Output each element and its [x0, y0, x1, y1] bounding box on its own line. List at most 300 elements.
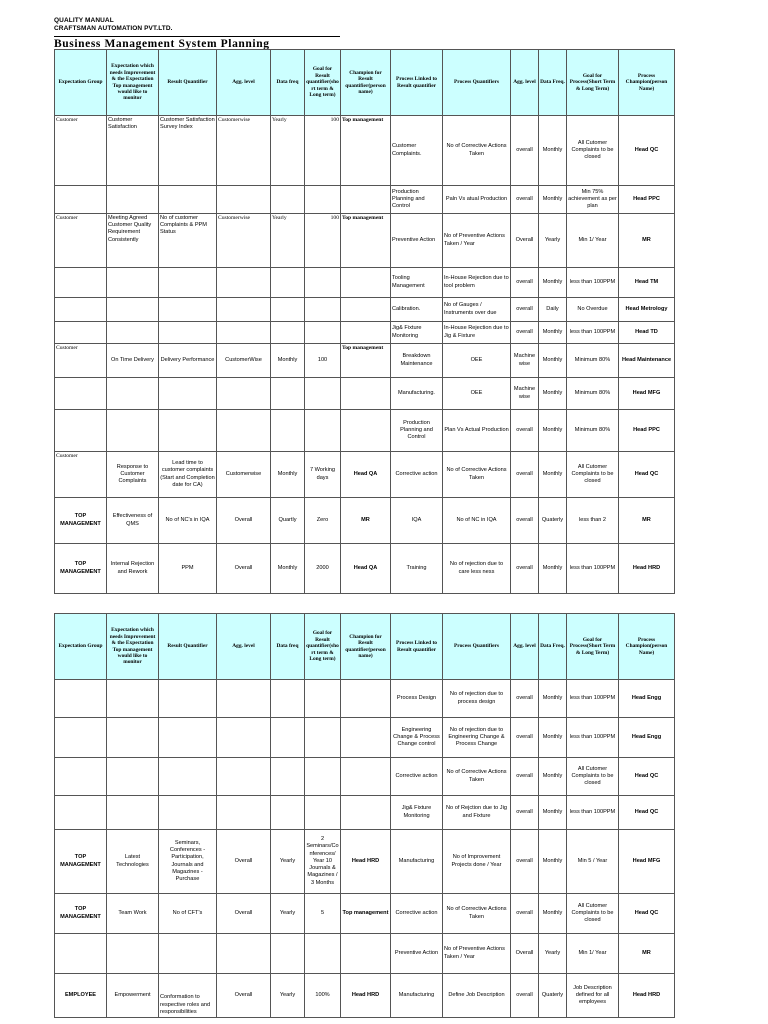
- cell-process-champion: Head Engg: [619, 680, 675, 718]
- cell-process-champion: Head MFG: [619, 830, 675, 894]
- cell-process-data-freq: Monthly: [539, 322, 567, 344]
- column-header-champion: Champion for Result quantifier(person name): [341, 614, 391, 680]
- cell-agg-level: Customerwise: [217, 116, 271, 186]
- cell-agg-level: Overall: [217, 974, 271, 1018]
- cell-data-freq: [271, 378, 305, 410]
- column-header-data-freq: Data freq: [271, 614, 305, 680]
- cell-data-freq: [271, 718, 305, 758]
- cell-goal: 100%: [305, 974, 341, 1018]
- cell-champion: [341, 410, 391, 452]
- cell-process-agg-level: overall: [511, 544, 539, 594]
- cell-agg-level: Overall: [217, 894, 271, 934]
- cell-expectation-group: TOP MANAGEMENT: [55, 498, 107, 544]
- cell-process-quantifier: In-House Rejection due to tool problem: [443, 268, 511, 298]
- cell-data-freq: [271, 680, 305, 718]
- cell-goal: Zero: [305, 498, 341, 544]
- cell-process-quantifier: No of rejection due to process design: [443, 680, 511, 718]
- table-row: [55, 298, 675, 322]
- cell-process-champion: Head HRD: [619, 974, 675, 1018]
- column-header-goal: Goal for Result quantifier(short term & Long term): [305, 50, 341, 116]
- cell-expectation-group: [55, 934, 107, 974]
- cell-process-agg-level: Machine wise: [511, 344, 539, 378]
- page-title: Business Management System Planning: [54, 36, 340, 50]
- cell-champion: [341, 934, 391, 974]
- cell-process-champion: Head PPC: [619, 186, 675, 214]
- cell-process-champion: MR: [619, 214, 675, 268]
- cell-agg-level: [217, 410, 271, 452]
- cell-process-linked: Breakdown Maintenance: [391, 344, 443, 378]
- cell-process-goal: All Cutomer Complaints to be closed: [567, 452, 619, 498]
- column-header-expectation-group: Expectation Group: [55, 614, 107, 680]
- cell-goal: 7 Working days: [305, 452, 341, 498]
- cell-goal: [305, 934, 341, 974]
- cell-process-quantifier: Define Job Description: [443, 974, 511, 1018]
- cell-champion: Top management: [341, 116, 391, 186]
- cell-process-agg-level: overall: [511, 758, 539, 796]
- cell-expectation-group: [55, 680, 107, 718]
- cell-expectation: Effectiveness of QMS: [107, 498, 159, 544]
- table-row: [55, 322, 675, 344]
- cell-agg-level: [217, 268, 271, 298]
- cell-goal: [305, 322, 341, 344]
- cell-process-quantifier: No of Corrective Actions Taken: [443, 758, 511, 796]
- cell-champion: [341, 378, 391, 410]
- cell-agg-level: [217, 298, 271, 322]
- cell-champion: Top management: [341, 344, 391, 378]
- cell-process-quantifier: Paln Vs atual Production: [443, 186, 511, 214]
- cell-data-freq: [271, 186, 305, 214]
- cell-goal: [305, 268, 341, 298]
- cell-data-freq: Yearly: [271, 116, 305, 186]
- cell-process-linked: Corrective action: [391, 894, 443, 934]
- cell-goal: [305, 298, 341, 322]
- cell-expectation-group: TOP MANAGEMENT: [55, 544, 107, 594]
- cell-expectation: Latest Technologies: [107, 830, 159, 894]
- cell-goal: 2 Seminars/Conferences/ Year 10 Journals & Magazines / 3 Months: [305, 830, 341, 894]
- cell-expectation-group: [55, 186, 107, 214]
- cell-expectation-group: Customer: [55, 116, 107, 186]
- cell-champion: [341, 268, 391, 298]
- cell-process-data-freq: Daily: [539, 298, 567, 322]
- column-header-data-freq: Data freq: [271, 50, 305, 116]
- cell-expectation-group: TOP MANAGEMENT: [55, 894, 107, 934]
- cell-expectation-group: [55, 796, 107, 830]
- cell-process-linked: Corrective action: [391, 758, 443, 796]
- column-header-agg-level: Agg. level: [217, 614, 271, 680]
- cell-process-linked: Manufacturing.: [391, 378, 443, 410]
- column-header-process-quantifier: Process Quantifiers: [443, 50, 511, 116]
- table-row: [55, 410, 675, 452]
- column-header-process-linked: Process Linked to Result quantifier: [391, 50, 443, 116]
- cell-expectation: [107, 680, 159, 718]
- cell-expectation-group: [55, 718, 107, 758]
- cell-process-quantifier: No of Rejction due to Jig and Fixture: [443, 796, 511, 830]
- cell-process-goal: Min 5 / Year: [567, 830, 619, 894]
- cell-process-quantifier: No of Gauges / Instruments over due: [443, 298, 511, 322]
- cell-expectation: Internal Rejection and Rework: [107, 544, 159, 594]
- cell-result-quantifier: [159, 322, 217, 344]
- cell-process-agg-level: overall: [511, 796, 539, 830]
- cell-champion: Head HRD: [341, 830, 391, 894]
- cell-process-agg-level: overall: [511, 322, 539, 344]
- cell-champion: Head QA: [341, 544, 391, 594]
- cell-process-champion: Head Maintenance: [619, 344, 675, 378]
- cell-process-champion: Head Metrology: [619, 298, 675, 322]
- cell-process-data-freq: Monthly: [539, 894, 567, 934]
- cell-expectation-group: Customer: [55, 214, 107, 268]
- cell-expectation: Response to Customer Complaints: [107, 452, 159, 498]
- cell-process-data-freq: Monthly: [539, 410, 567, 452]
- table-row: [55, 894, 675, 934]
- cell-result-quantifier: PPM: [159, 544, 217, 594]
- table-header-row: [55, 50, 675, 116]
- table-row: [55, 344, 675, 378]
- cell-process-champion: Head QC: [619, 758, 675, 796]
- cell-expectation: [107, 378, 159, 410]
- cell-data-freq: Monthly: [271, 544, 305, 594]
- cell-process-champion: Head PPC: [619, 410, 675, 452]
- table-row: [55, 452, 675, 498]
- column-header-agg-level: Agg. level: [217, 50, 271, 116]
- table-header-row: [55, 614, 675, 680]
- cell-champion: [341, 322, 391, 344]
- cell-result-quantifier: [159, 378, 217, 410]
- cell-data-freq: [271, 268, 305, 298]
- cell-result-quantifier: No of CFT's: [159, 894, 217, 934]
- cell-goal: [305, 186, 341, 214]
- cell-process-goal: Minimum 80%: [567, 410, 619, 452]
- cell-agg-level: Overall: [217, 544, 271, 594]
- cell-process-goal: less than 2: [567, 498, 619, 544]
- column-header-process-goal: Goal for Process(Short Term & Long Term): [567, 50, 619, 116]
- cell-result-quantifier: Delivery Performance: [159, 344, 217, 378]
- cell-expectation: [107, 298, 159, 322]
- cell-process-agg-level: overall: [511, 452, 539, 498]
- cell-process-champion: Head QC: [619, 894, 675, 934]
- cell-result-quantifier: No of NC's in IQA: [159, 498, 217, 544]
- cell-process-data-freq: Yearly: [539, 214, 567, 268]
- cell-champion: Head HRD: [341, 974, 391, 1018]
- cell-process-data-freq: Monthly: [539, 796, 567, 830]
- cell-process-agg-level: Machine wise: [511, 378, 539, 410]
- column-header-process-goal: Goal for Process(Short Term & Long Term): [567, 614, 619, 680]
- cell-goal: [305, 718, 341, 758]
- table-row: [55, 268, 675, 298]
- cell-process-agg-level: overall: [511, 974, 539, 1018]
- cell-process-champion: Head Engg: [619, 718, 675, 758]
- column-header-expectation: Expectation which needs Improvement & the Expectation Top management would like to monitor: [107, 50, 159, 116]
- cell-process-linked: Training: [391, 544, 443, 594]
- cell-result-quantifier: [159, 410, 217, 452]
- cell-expectation-group: [55, 410, 107, 452]
- cell-expectation-group: Customer: [55, 452, 107, 498]
- cell-agg-level: Overall: [217, 498, 271, 544]
- cell-champion: [341, 758, 391, 796]
- cell-process-goal: Min 1/ Year: [567, 214, 619, 268]
- table-row: [55, 116, 675, 186]
- cell-expectation-group: [55, 322, 107, 344]
- cell-expectation: [107, 934, 159, 974]
- cell-process-data-freq: Monthly: [539, 680, 567, 718]
- cell-process-data-freq: Monthly: [539, 378, 567, 410]
- column-header-process-data-freq: Data Freq.: [539, 50, 567, 116]
- cell-goal: [305, 410, 341, 452]
- column-header-process-agg-level: Agg. level: [511, 614, 539, 680]
- cell-process-quantifier: No of Preventive Actions Taken / Year: [443, 934, 511, 974]
- cell-agg-level: [217, 680, 271, 718]
- cell-result-quantifier: [159, 268, 217, 298]
- table-row: [55, 974, 675, 1018]
- cell-process-data-freq: Yearly: [539, 934, 567, 974]
- cell-process-quantifier: In-House Rejection due to Jig & Fixture: [443, 322, 511, 344]
- cell-goal: [305, 758, 341, 796]
- cell-goal: 100: [305, 214, 341, 268]
- table-row: [55, 718, 675, 758]
- cell-process-data-freq: Monthly: [539, 116, 567, 186]
- cell-process-goal: All Cutomer Complaints to be closed: [567, 758, 619, 796]
- cell-process-data-freq: Monthly: [539, 544, 567, 594]
- cell-process-linked: Tooling Management: [391, 268, 443, 298]
- table-row: [55, 186, 675, 214]
- cell-data-freq: [271, 758, 305, 796]
- cell-process-linked: Manufacturing: [391, 974, 443, 1018]
- cell-process-agg-level: overall: [511, 680, 539, 718]
- cell-agg-level: [217, 186, 271, 214]
- cell-process-linked: Production Planning and Control: [391, 410, 443, 452]
- cell-data-freq: [271, 298, 305, 322]
- cell-process-agg-level: Overall: [511, 214, 539, 268]
- cell-agg-level: CustomerWise: [217, 344, 271, 378]
- cell-process-agg-level: overall: [511, 186, 539, 214]
- column-header-expectation-group: Expectation Group: [55, 50, 107, 116]
- cell-process-linked: Preventive Action: [391, 934, 443, 974]
- cell-result-quantifier: [159, 758, 217, 796]
- cell-process-agg-level: overall: [511, 718, 539, 758]
- cell-expectation: [107, 186, 159, 214]
- cell-process-champion: Head TM: [619, 268, 675, 298]
- cell-process-agg-level: overall: [511, 410, 539, 452]
- cell-process-goal: less than 100PPM: [567, 680, 619, 718]
- cell-process-agg-level: overall: [511, 298, 539, 322]
- column-header-process-data-freq: Data Freq.: [539, 614, 567, 680]
- cell-process-data-freq: Monthly: [539, 268, 567, 298]
- cell-data-freq: [271, 322, 305, 344]
- table-row: [55, 378, 675, 410]
- column-header-champion: Champion for Result quantifier(person name): [341, 50, 391, 116]
- cell-process-agg-level: overall: [511, 830, 539, 894]
- planning-table-1: [54, 49, 675, 594]
- column-header-process-champion: Process Champion(person Name): [619, 50, 675, 116]
- doc-header-line1: QUALITY MANUAL: [54, 17, 114, 24]
- cell-process-goal: No Overdue: [567, 298, 619, 322]
- cell-data-freq: Monthly: [271, 452, 305, 498]
- cell-goal: [305, 796, 341, 830]
- cell-data-freq: Monthly: [271, 344, 305, 378]
- cell-goal: [305, 680, 341, 718]
- cell-expectation: [107, 718, 159, 758]
- cell-process-goal: Minimum 80%: [567, 344, 619, 378]
- column-header-goal: Goal for Result quantifier(short term & Long term): [305, 614, 341, 680]
- cell-agg-level: [217, 758, 271, 796]
- cell-process-linked: Jig& Fixture Monitoring: [391, 322, 443, 344]
- cell-process-champion: Head HRD: [619, 544, 675, 594]
- cell-expectation: [107, 796, 159, 830]
- table-row: [55, 830, 675, 894]
- cell-result-quantifier: Lead time to customer complaints (Start and Completion date for CA): [159, 452, 217, 498]
- cell-result-quantifier: [159, 298, 217, 322]
- cell-expectation: [107, 322, 159, 344]
- cell-process-quantifier: No of Preventive Actions Taken / Year: [443, 214, 511, 268]
- table-row: [55, 680, 675, 718]
- cell-process-goal: less than 100PPM: [567, 268, 619, 298]
- cell-champion: [341, 680, 391, 718]
- column-header-process-agg-level: Agg. level: [511, 50, 539, 116]
- cell-result-quantifier: [159, 934, 217, 974]
- cell-process-goal: less than 100PPM: [567, 718, 619, 758]
- cell-result-quantifier: Conformation to respective roles and responsibilities: [159, 974, 217, 1018]
- planning-table-2: [54, 613, 675, 1018]
- column-header-result-quantifier: Result Quantifier: [159, 50, 217, 116]
- cell-result-quantifier: Seminars, Conferences - Participation, Journals and Magazines - Purchase: [159, 830, 217, 894]
- cell-expectation-group: [55, 268, 107, 298]
- cell-process-champion: Head MFG: [619, 378, 675, 410]
- cell-process-data-freq: Monthly: [539, 718, 567, 758]
- cell-agg-level: Customerwise: [217, 214, 271, 268]
- cell-process-quantifier: No of Improvement Projects done / Year: [443, 830, 511, 894]
- cell-agg-level: [217, 718, 271, 758]
- cell-process-linked: Preventive Action: [391, 214, 443, 268]
- cell-expectation: [107, 410, 159, 452]
- cell-expectation-group: [55, 758, 107, 796]
- cell-process-quantifier: No of Corrective Actions Taken: [443, 894, 511, 934]
- cell-champion: Top management: [341, 214, 391, 268]
- cell-process-agg-level: Overall: [511, 934, 539, 974]
- cell-process-linked: Customer Complaints.: [391, 116, 443, 186]
- table-row: [55, 544, 675, 594]
- cell-process-goal: All Cutomer Complaints to be closed: [567, 116, 619, 186]
- cell-expectation: Empowerment: [107, 974, 159, 1018]
- cell-process-goal: less than 100PPM: [567, 796, 619, 830]
- cell-process-goal: less than 100PPM: [567, 322, 619, 344]
- table-row: [55, 214, 675, 268]
- cell-process-agg-level: overall: [511, 894, 539, 934]
- cell-process-goal: Min 1/ Year: [567, 934, 619, 974]
- column-header-process-champion: Process Champion(person Name): [619, 614, 675, 680]
- cell-agg-level: [217, 934, 271, 974]
- table-row: [55, 498, 675, 544]
- cell-process-quantifier: No of rejection due to care less ness: [443, 544, 511, 594]
- cell-champion: Head QA: [341, 452, 391, 498]
- cell-process-data-freq: Quaterly: [539, 498, 567, 544]
- cell-process-linked: Corrective action: [391, 452, 443, 498]
- cell-data-freq: [271, 410, 305, 452]
- cell-goal: [305, 378, 341, 410]
- cell-process-linked: IQA: [391, 498, 443, 544]
- cell-data-freq: Yearly: [271, 894, 305, 934]
- cell-process-linked: Engineering Change & Process Change control: [391, 718, 443, 758]
- cell-agg-level: Customerwise: [217, 452, 271, 498]
- cell-result-quantifier: Customer Satisfaction Survey Index: [159, 116, 217, 186]
- table-row: [55, 758, 675, 796]
- cell-result-quantifier: [159, 680, 217, 718]
- cell-process-quantifier: No of Corrective Actions Taken: [443, 116, 511, 186]
- cell-expectation-group: Customer: [55, 344, 107, 378]
- cell-process-agg-level: overall: [511, 116, 539, 186]
- cell-data-freq: Yearly: [271, 214, 305, 268]
- cell-process-goal: less than 100PPM: [567, 544, 619, 594]
- cell-process-champion: Head QC: [619, 796, 675, 830]
- cell-process-data-freq: Monthly: [539, 344, 567, 378]
- cell-process-quantifier: OEE: [443, 344, 511, 378]
- cell-goal: 2000: [305, 544, 341, 594]
- doc-header-line2: CRAFTSMAN AUTOMATION PVT.LTD.: [54, 25, 173, 32]
- cell-process-quantifier: No of NC in IQA: [443, 498, 511, 544]
- cell-result-quantifier: [159, 796, 217, 830]
- column-header-expectation: Expectation which needs Improvement & the Expectation Top management would like to monitor: [107, 614, 159, 680]
- cell-expectation-group: TOP MANAGEMENT: [55, 830, 107, 894]
- cell-process-data-freq: Monthly: [539, 452, 567, 498]
- cell-agg-level: [217, 322, 271, 344]
- cell-champion: MR: [341, 498, 391, 544]
- cell-champion: [341, 298, 391, 322]
- cell-process-agg-level: overall: [511, 498, 539, 544]
- cell-expectation: On Time Delivery: [107, 344, 159, 378]
- table-row: [55, 934, 675, 974]
- cell-data-freq: Quartly: [271, 498, 305, 544]
- cell-goal: 100: [305, 116, 341, 186]
- cell-process-linked: Jig& Fixture Monitoring: [391, 796, 443, 830]
- cell-process-data-freq: Monthly: [539, 186, 567, 214]
- cell-process-linked: Process Design: [391, 680, 443, 718]
- cell-data-freq: Yearly: [271, 830, 305, 894]
- cell-process-quantifier: No of Corrective Actions Taken: [443, 452, 511, 498]
- cell-data-freq: [271, 796, 305, 830]
- cell-process-linked: Production Planning and Control: [391, 186, 443, 214]
- column-header-process-quantifier: Process Quantifiers: [443, 614, 511, 680]
- table-row: [55, 796, 675, 830]
- cell-process-data-freq: Quaterly: [539, 974, 567, 1018]
- cell-process-goal: Minimum 80%: [567, 378, 619, 410]
- cell-champion: [341, 718, 391, 758]
- cell-expectation: Meeting Agreed Customer Quality Requirement Consistently: [107, 214, 159, 268]
- cell-process-linked: Calibration.: [391, 298, 443, 322]
- cell-process-goal: All Cutomer Complaints to be closed: [567, 894, 619, 934]
- cell-result-quantifier: [159, 718, 217, 758]
- cell-expectation: Team Work: [107, 894, 159, 934]
- cell-process-goal: Job Description defined for all employees: [567, 974, 619, 1018]
- cell-data-freq: Yearly: [271, 974, 305, 1018]
- cell-process-quantifier: Plan Vs Actual Production: [443, 410, 511, 452]
- cell-process-goal: Min 75% achievement as per plan: [567, 186, 619, 214]
- cell-data-freq: [271, 934, 305, 974]
- cell-process-linked: Manufacturing: [391, 830, 443, 894]
- cell-champion: Top management: [341, 894, 391, 934]
- cell-process-champion: Head QC: [619, 452, 675, 498]
- cell-process-champion: Head TD: [619, 322, 675, 344]
- cell-agg-level: [217, 378, 271, 410]
- column-header-result-quantifier: Result Quantifier: [159, 614, 217, 680]
- cell-process-champion: Head QC: [619, 116, 675, 186]
- cell-process-quantifier: OEE: [443, 378, 511, 410]
- cell-expectation-group: EMPLOYEE: [55, 974, 107, 1018]
- cell-agg-level: [217, 796, 271, 830]
- cell-agg-level: Overall: [217, 830, 271, 894]
- cell-champion: [341, 796, 391, 830]
- cell-goal: 5: [305, 894, 341, 934]
- cell-expectation: [107, 758, 159, 796]
- cell-process-data-freq: Monthly: [539, 830, 567, 894]
- cell-goal: 100: [305, 344, 341, 378]
